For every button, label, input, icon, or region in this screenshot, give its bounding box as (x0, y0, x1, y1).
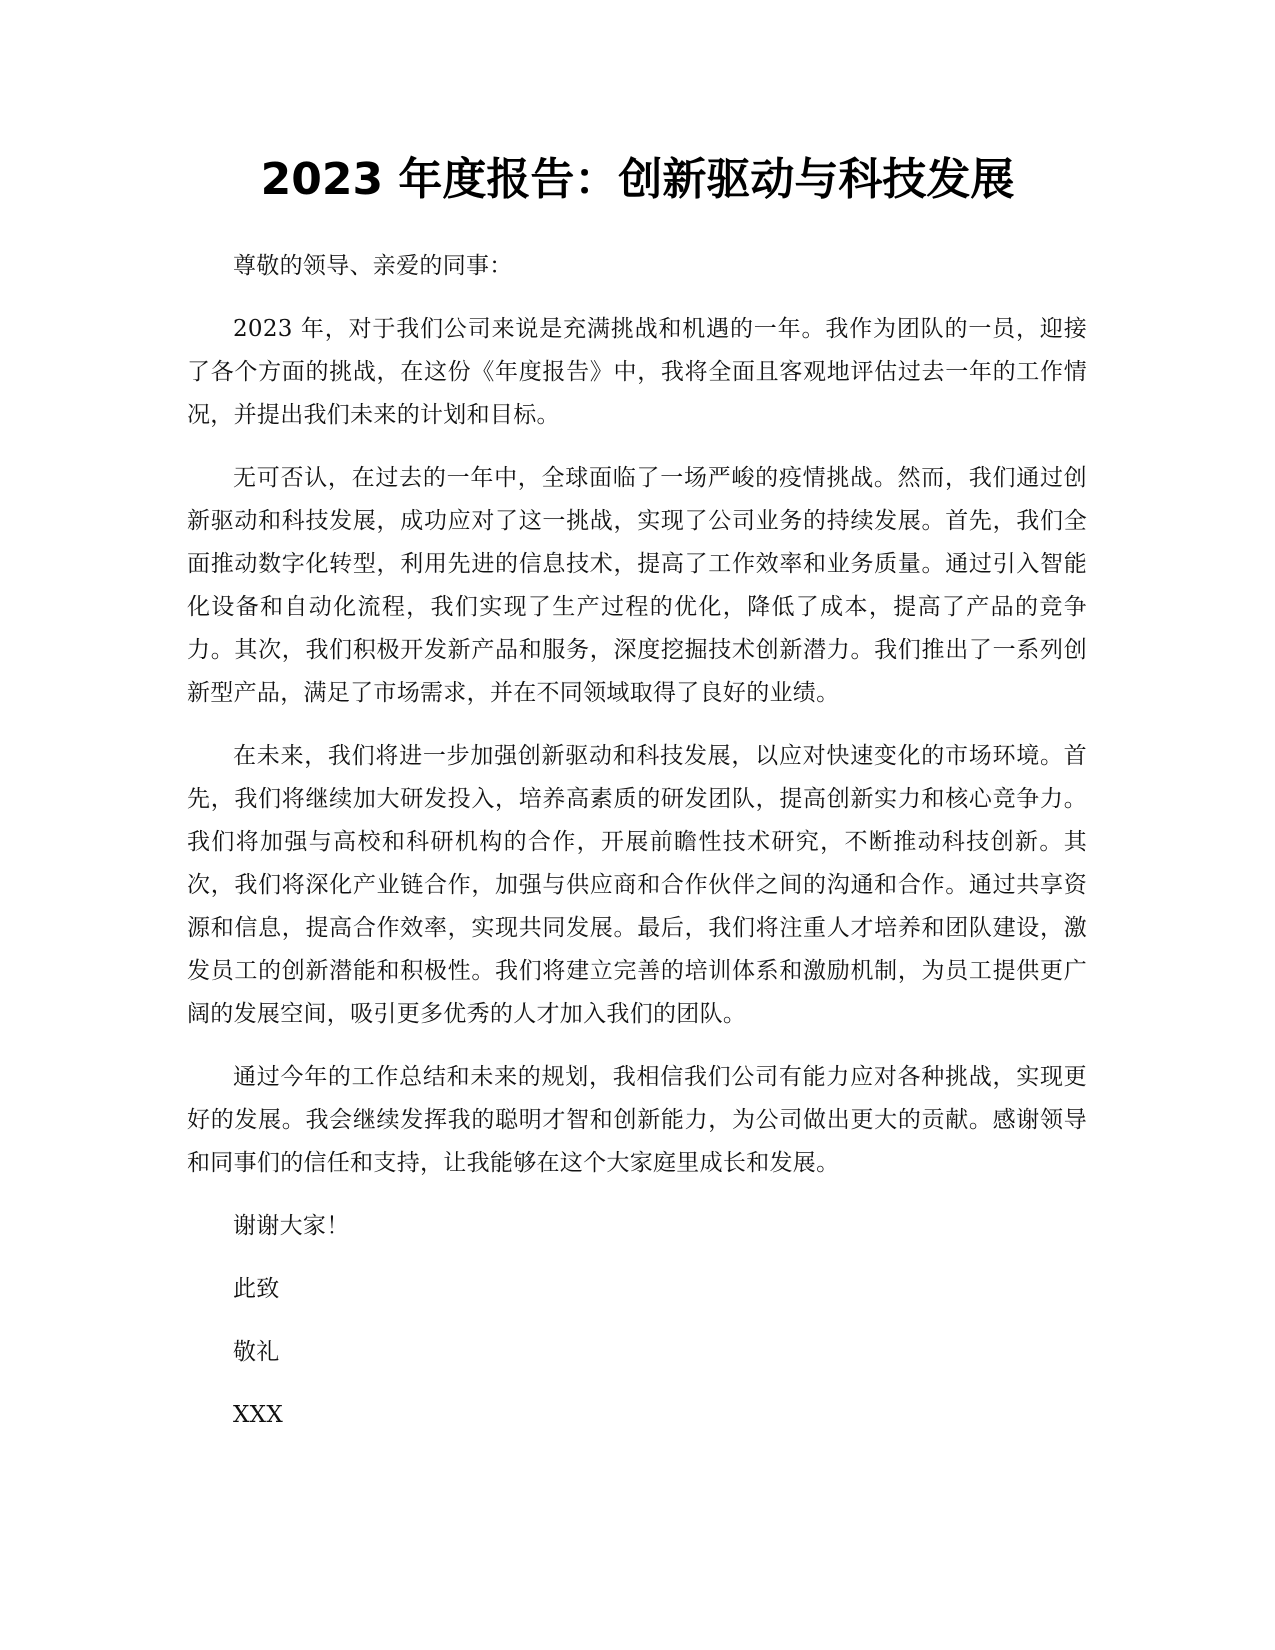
greeting: 尊敬的领导、亲爱的同事： (233, 253, 513, 279)
paragraph-intro: 2023 年，对于我们公司来说是充满挑战和机遇的一年。我作为团队的一员，迎接了各个方面的挑战，在这份《年度报告》中，我将全面且客观地评估过去一年的工作情况，并提出我们未来的计划和目标。 (187, 316, 1087, 428)
thanks-line: 谢谢大家！ (233, 1213, 350, 1239)
signature: XXX (233, 1402, 284, 1428)
document-title: 2023 年度报告：创新驱动与科技发展 (260, 154, 1015, 205)
closing-respect: 敬礼 (233, 1339, 280, 1365)
document-body (187, 245, 1087, 1457)
paragraph-achievements: 无可否认，在过去的一年中，全球面临了一场严峻的疫情挑战。然而，我们通过创新驱动和科技发展，成功应对了这一挑战，实现了公司业务的持续发展。首先，我们全面推动数字化转型，利用先进的信息技术，提高了工作效率和业务质量。通过引入智能化设备和自动化流程，我们实现了生产过程的优化，降低了成本，提高了产品的竞争力。其次，我们积极开发新产品和服务，深度挖掘技术创新潜力。我们推出了一系列创新型产品，满足了市场需求，并在不同领域取得了良好的业绩。 (187, 465, 1087, 706)
closing-salutation: 此致 (233, 1276, 280, 1302)
paragraph-future: 在未来，我们将进一步加强创新驱动和科技发展，以应对快速变化的市场环境。首先，我们将继续加大研发投入，培养高素质的研发团队，提高创新实力和核心竞争力。我们将加强与高校和科研机构的合作，开展前瞻性技术研究，不断推动科技创新。其次，我们将深化产业链合作，加强与供应商和合作伙伴之间的沟通和合作。通过共享资源和信息，提高合作效率，实现共同发展。最后，我们将注重人才培养和团队建设，激发员工的创新潜能和积极性。我们将建立完善的培训体系和激励机制，为员工提供更广阔的发展空间，吸引更多优秀的人才加入我们的团队。 (187, 743, 1087, 1027)
paragraph-conclusion: 通过今年的工作总结和未来的规划，我相信我们公司有能力应对各种挑战，实现更好的发展。我会继续发挥我的聪明才智和创新能力，为公司做出更大的贡献。感谢领导和同事们的信任和支持，让我能够在这个大家庭里成长和发展。 (187, 1064, 1087, 1176)
